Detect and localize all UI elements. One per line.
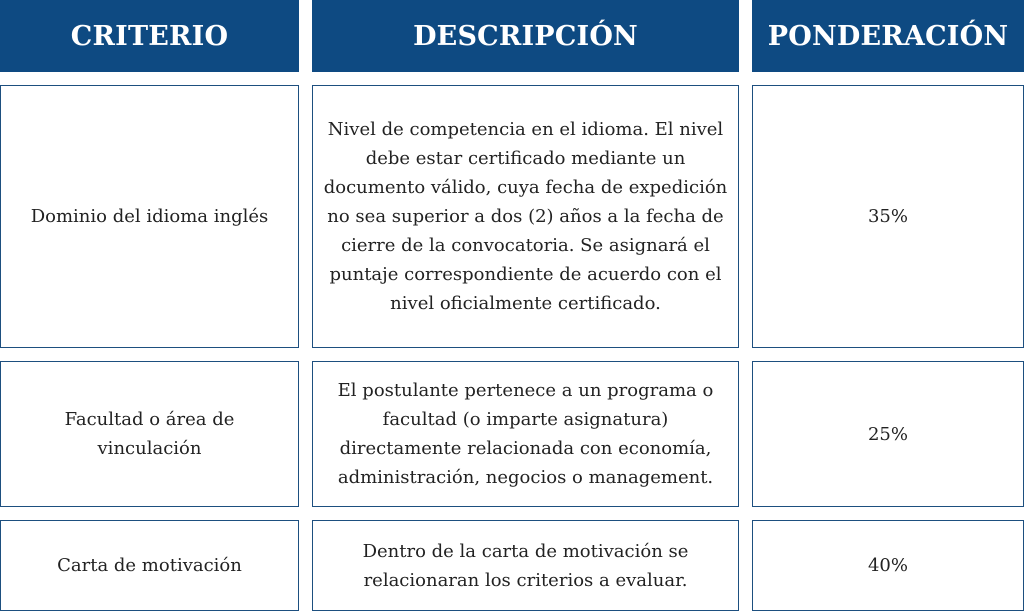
row-3-descripcion: [312, 520, 739, 611]
row-2-ponderacion: [752, 361, 1024, 507]
row-2-criterio: [0, 361, 299, 507]
row-1-descripcion: [312, 85, 739, 348]
row-1-criterio: [0, 85, 299, 348]
row-2-criterio-text: Facultad o área de vinculación: [64, 409, 235, 459]
row-2-ponderacion-text: 25%: [867, 423, 908, 445]
row-1-descripcion-text: Nivel de competencia en el idioma. El nivel debe estar certificado mediante un documento válido, cuya fecha de expedición no sea superior a dos (2) años a la fecha de cierre de la convocatoria. Se asignará el puntaje correspondiente de acuerdo con el nivel oficialmente certificado.: [323, 119, 728, 314]
row-3-criterio-text: Carta de motivación: [57, 555, 242, 576]
header-criterio-label: CRITERIO: [70, 20, 229, 52]
row-3-ponderacion-text: 40%: [867, 555, 908, 576]
row-1-ponderacion: [752, 85, 1024, 348]
row-1-ponderacion-text: 35%: [867, 206, 908, 227]
header-descripcion: [312, 0, 739, 72]
row-3-ponderacion: [752, 520, 1024, 611]
header-ponderacion: [752, 0, 1024, 72]
row-3-criterio: [0, 520, 299, 611]
header-criterio: [0, 0, 299, 72]
header-ponderacion-label: PONDERACIÓN: [767, 20, 1009, 52]
row-3-descripcion-text: Dentro de la carta de motivación se relacionaran los criterios a evaluar.: [362, 540, 689, 591]
row-2-descripcion: [312, 361, 739, 507]
header-descripcion-label: DESCRIPCIÓN: [413, 20, 638, 52]
row-1-criterio-text: Dominio del idioma inglés: [30, 206, 269, 227]
row-2-descripcion-text: El postulante pertenece a un programa o facultad (o imparte asignatura) directamente relacionada con economía, administración, negocios o management.: [337, 380, 714, 488]
